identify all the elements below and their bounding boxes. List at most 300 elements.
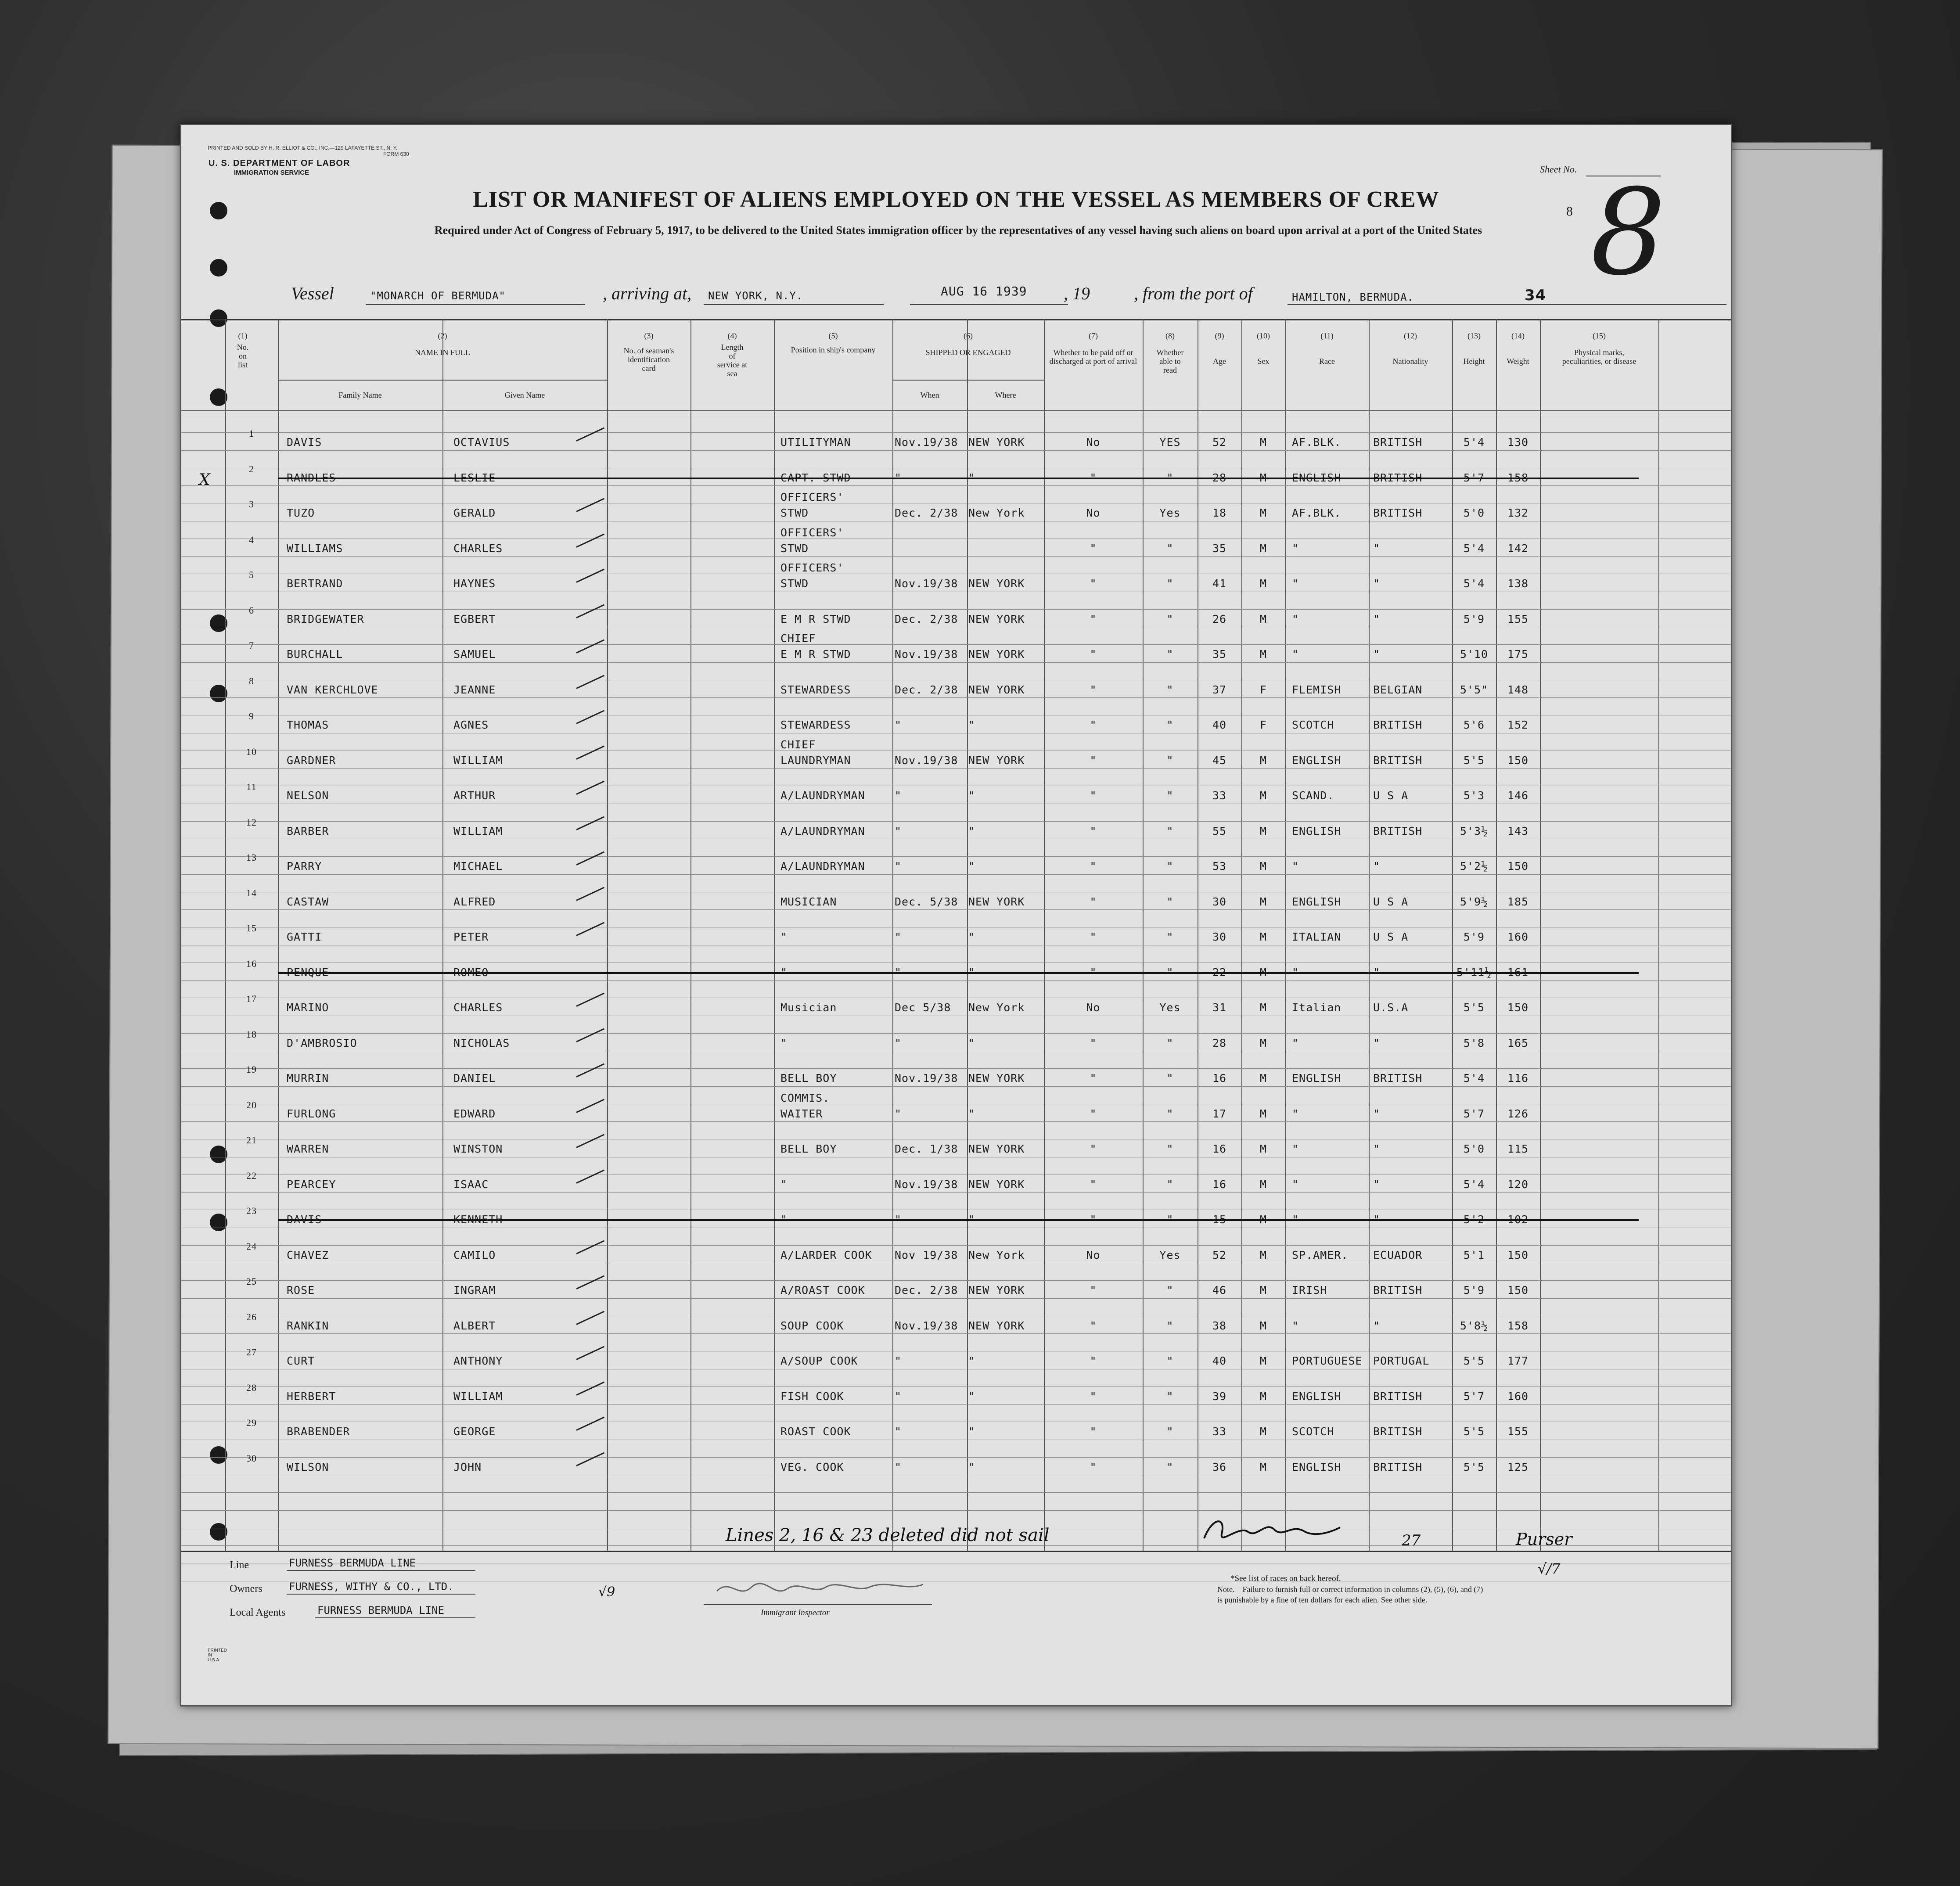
cell-age: 16 [1212, 1178, 1227, 1191]
cell-no: 18 [246, 1028, 257, 1040]
cell-ht: 5'8½ [1460, 1319, 1489, 1332]
cell-sex: M [1259, 1036, 1267, 1049]
cell-given: ROMEO [453, 966, 489, 979]
cell-nat: BRITISH [1373, 824, 1423, 837]
cell-where: New York [968, 1248, 1025, 1261]
cell-wt: 177 [1507, 1354, 1529, 1367]
col-number: (13) [1467, 331, 1481, 340]
cell-where: " [968, 824, 976, 837]
cell-read: " [1166, 1354, 1174, 1367]
cell-sex: M [1259, 1284, 1267, 1297]
ruled-line [181, 1457, 1731, 1458]
ruled-line [181, 1298, 1731, 1299]
cell-nat: BRITISH [1373, 507, 1423, 519]
cell-nat: " [1373, 966, 1381, 979]
cell-paid: " [1090, 789, 1097, 802]
col11-header [1285, 331, 1369, 366]
cell-pos2: STWD [780, 542, 809, 555]
cell-wt: 130 [1507, 436, 1529, 449]
fill-line [366, 304, 585, 305]
cell-when: " [895, 1036, 902, 1049]
cell-given: EDWARD [453, 1107, 496, 1120]
cell-read: " [1166, 824, 1174, 837]
cell-sex: M [1259, 1460, 1267, 1473]
cell-nat: " [1373, 542, 1381, 555]
cell-sex: F [1259, 683, 1267, 696]
page-subtitle: Required under Act of Congress of February 5, 1917, to be delivered to the United States immigration officer by the representatives of any vessel having such aliens on board upon arrival at a port of the United States [434, 224, 1482, 237]
cell-family: TUZO [287, 507, 315, 519]
from-port: HAMILTON, BERMUDA. [1292, 291, 1414, 303]
column-divider [442, 319, 443, 1552]
form-number: FORM 630 [383, 151, 409, 157]
strike-through-line [278, 1219, 1639, 1221]
printed-stamp: PRINTED IN U.S.A. [208, 1648, 227, 1663]
cell-ht: 5'2 [1463, 1213, 1485, 1226]
cell-no: 26 [246, 1311, 257, 1322]
cell-read: Yes [1159, 1001, 1181, 1014]
cell-race: " [1292, 1107, 1299, 1120]
cell-where: NEW YORK [968, 683, 1025, 696]
cell-wt: 158 [1507, 471, 1529, 484]
arriving-port: NEW YORK, N.Y. [708, 290, 803, 302]
cell-sex: M [1259, 612, 1267, 625]
cell-wt: 165 [1507, 1036, 1529, 1049]
cell-paid: " [1090, 577, 1097, 590]
cell-where: NEW YORK [968, 612, 1025, 625]
cell-age: 41 [1212, 577, 1227, 590]
cell-age: 37 [1212, 683, 1227, 696]
cell-read: " [1166, 542, 1174, 555]
cell-ht: 5'5 [1463, 1425, 1485, 1438]
cell-nat: " [1373, 612, 1381, 625]
cell-pos2: A/LAUNDRYMAN [780, 789, 865, 802]
cell-wt: 148 [1507, 683, 1529, 696]
col13-header [1452, 331, 1496, 366]
ruled-line [181, 485, 1731, 486]
cell-family: CASTAW [287, 895, 329, 908]
col-title: No. on list [237, 343, 249, 369]
cell-given: ALBERT [453, 1319, 496, 1332]
cell-no: 13 [246, 852, 257, 863]
cell-when: " [895, 1354, 902, 1367]
cell-when: Dec. 2/38 [895, 1284, 958, 1297]
cell-given: JOHN [453, 1460, 482, 1473]
cell-ht: 5'4 [1463, 577, 1485, 590]
cell-where: " [968, 1425, 976, 1438]
cell-paid: " [1090, 683, 1097, 696]
cell-read: " [1166, 471, 1174, 484]
cell-race: ENGLISH [1292, 1072, 1341, 1085]
cell-age: 36 [1212, 1460, 1227, 1473]
cell-race: " [1292, 577, 1299, 590]
cell-when: Nov.19/38 [895, 648, 958, 661]
cell-where: " [968, 1390, 976, 1403]
date-stamp: AUG 16 1939 [941, 284, 1027, 298]
cell-where: NEW YORK [968, 1142, 1025, 1155]
cell-wt: 102 [1507, 1213, 1529, 1226]
cell-wt: 155 [1507, 612, 1529, 625]
line-label: Line [230, 1559, 249, 1571]
printer-line: PRINTED AND SOLD BY H. R. ELLIOT & CO., INC.—129 LAFAYETTE ST., N. Y. [208, 145, 398, 151]
col-number: (14) [1511, 331, 1525, 340]
ruled-line [181, 1086, 1731, 1087]
ruled-line [181, 1245, 1731, 1246]
ruled-line [181, 856, 1731, 857]
cell-race: " [1292, 648, 1299, 661]
cell-pos2: A/LAUNDRYMAN [780, 860, 865, 873]
alien-count: 34 [1525, 287, 1546, 304]
header-divider [892, 380, 1044, 381]
margin-x-mark: X [199, 471, 210, 489]
cell-no: 12 [246, 816, 257, 828]
cell-where: " [968, 1460, 976, 1473]
cell-pos1: OFFICERS' [780, 491, 844, 503]
column-divider [1285, 319, 1286, 1552]
cell-age: 33 [1212, 789, 1227, 802]
cell-race: Italian [1292, 1001, 1341, 1014]
cell-pos2: E M R STWD [780, 612, 851, 625]
cell-when: " [895, 1425, 902, 1438]
cell-given: HAYNES [453, 577, 496, 590]
cell-sex: M [1259, 436, 1267, 449]
cell-family: WILSON [287, 1460, 329, 1473]
cell-sex: M [1259, 1248, 1267, 1261]
cell-race: SCAND. [1292, 789, 1334, 802]
cell-no: 3 [249, 499, 254, 510]
cell-family: FURLONG [287, 1107, 336, 1120]
col5-header [774, 331, 892, 354]
col7-header [1044, 331, 1143, 366]
cell-given: KENNETH [453, 1213, 503, 1226]
cell-age: 52 [1212, 436, 1227, 449]
fill-line [287, 1594, 475, 1595]
cell-paid: " [1090, 1460, 1097, 1473]
cell-when: Dec. 2/38 [895, 683, 958, 696]
column-divider [774, 319, 775, 1552]
cell-read: Yes [1159, 1248, 1181, 1261]
cell-read: " [1166, 1036, 1174, 1049]
cell-family: BURCHALL [287, 648, 343, 661]
cell-read: " [1166, 1213, 1174, 1226]
line-value: FURNESS BERMUDA LINE [289, 1557, 416, 1569]
cell-given: AGNES [453, 718, 489, 731]
cell-sex: M [1259, 1142, 1267, 1155]
cell-pos2: A/LARDER COOK [780, 1248, 872, 1261]
cell-age: 53 [1212, 860, 1227, 873]
cell-ht: 5'9½ [1460, 895, 1489, 908]
cell-when: Nov.19/38 [895, 436, 958, 449]
col2a-header: Family Name [338, 391, 382, 399]
cell-wt: 160 [1507, 930, 1529, 943]
binder-hole [210, 309, 227, 327]
ruled-line [181, 1033, 1731, 1034]
cell-given: MICHAEL [453, 860, 503, 873]
owners-value: FURNESS, WITHY & CO., LTD. [289, 1581, 454, 1593]
cell-pos2: A/SOUP COOK [780, 1354, 858, 1367]
cell-race: " [1292, 1178, 1299, 1191]
cell-nat: " [1373, 648, 1381, 661]
cell-given: WILLIAM [453, 754, 503, 767]
cell-paid: " [1090, 930, 1097, 943]
cell-family: GARDNER [287, 754, 336, 767]
ruled-line [181, 609, 1731, 610]
cell-race: AF.BLK. [1292, 436, 1341, 449]
cell-when: Nov.19/38 [895, 1072, 958, 1085]
cell-nat: BRITISH [1373, 1460, 1423, 1473]
cell-no: 4 [249, 534, 254, 545]
fill-line [315, 1617, 475, 1618]
cell-sex: M [1259, 542, 1267, 555]
sheet-no-label: Sheet No. [1540, 164, 1577, 175]
cell-given: INGRAM [453, 1284, 496, 1297]
cell-no: 1 [249, 428, 254, 439]
cell-pos2: BELL BOY [780, 1142, 837, 1155]
purser-signature [1200, 1508, 1345, 1552]
cell-pos2: LAUNDRYMAN [780, 754, 851, 767]
cell-where: " [968, 789, 976, 802]
vessel-name: "MONARCH OF BERMUDA" [370, 290, 506, 302]
cell-nat: " [1373, 1319, 1381, 1332]
cell-pos2: Musician [780, 1001, 837, 1014]
cell-family: WARREN [287, 1142, 329, 1155]
cell-paid: " [1090, 754, 1097, 767]
cell-ht: 5'5" [1460, 683, 1489, 696]
cell-wt: 150 [1507, 1248, 1529, 1261]
cell-age: 16 [1212, 1142, 1227, 1155]
cell-pos1: COMMIS. [780, 1091, 830, 1104]
cell-family: DAVIS [287, 436, 322, 449]
cell-where: New York [968, 507, 1025, 519]
cell-age: 30 [1212, 895, 1227, 908]
cell-sex: M [1259, 1390, 1267, 1403]
header-bottom-border [181, 410, 1731, 411]
fill-line [287, 1570, 475, 1571]
cell-ht: 5'7 [1463, 471, 1485, 484]
cell-nat: " [1373, 1178, 1381, 1191]
ruled-line [181, 821, 1731, 822]
cell-family: PENQUE [287, 966, 329, 979]
cell-family: DAVIS [287, 1213, 322, 1226]
col-title: SHIPPED OR ENGAGED [925, 348, 1011, 357]
col-title: Length of service at sea [717, 343, 748, 378]
col6a-header: When [920, 391, 939, 399]
cell-sex: M [1259, 1178, 1267, 1191]
vessel-label: Vessel [291, 284, 334, 303]
cell-ht: 5'2½ [1460, 860, 1489, 873]
cell-nat: U S A [1373, 789, 1409, 802]
cell-pos2: STWD [780, 507, 809, 519]
cell-given: WILLIAM [453, 1390, 503, 1403]
cell-pos2: A/LAUNDRYMAN [780, 824, 865, 837]
cell-wt: 150 [1507, 1001, 1529, 1014]
cell-nat: " [1373, 1107, 1381, 1120]
cell-family: BRABENDER [287, 1425, 350, 1438]
cell-family: BARBER [287, 824, 329, 837]
cell-nat: ECUADOR [1373, 1248, 1423, 1261]
cell-no: 5 [249, 569, 254, 580]
ruled-line [181, 432, 1731, 433]
cell-where: " [968, 471, 976, 484]
cell-pos2: VEG. COOK [780, 1460, 844, 1473]
cell-paid: " [1090, 1319, 1097, 1332]
cell-pos1: OFFICERS' [780, 526, 844, 539]
cell-ht: 5'5 [1463, 754, 1485, 767]
cell-ht: 5'6 [1463, 718, 1485, 731]
cell-age: 38 [1212, 1319, 1227, 1332]
col-number: (5) [828, 331, 838, 340]
binder-hole [210, 388, 227, 406]
agents-label: Local Agents [230, 1607, 286, 1618]
cell-paid: " [1090, 648, 1097, 661]
cell-family: CURT [287, 1354, 315, 1367]
manifest-page [180, 124, 1732, 1706]
cell-age: 17 [1212, 1107, 1227, 1120]
cell-where: NEW YORK [968, 1284, 1025, 1297]
cell-pos2: STEWARDESS [780, 718, 851, 731]
cell-given: ARTHUR [453, 789, 496, 802]
cell-nat: BRITISH [1373, 471, 1423, 484]
col-number: (10) [1257, 331, 1270, 340]
cell-given: EGBERT [453, 612, 496, 625]
cell-race: " [1292, 966, 1299, 979]
cell-no: 20 [246, 1099, 257, 1110]
cell-where: " [968, 718, 976, 731]
cell-when: " [895, 1460, 902, 1473]
cell-no: 17 [246, 993, 257, 1004]
cell-paid: No [1086, 507, 1100, 519]
cell-wt: 126 [1507, 1107, 1529, 1120]
cell-read: " [1166, 1072, 1174, 1085]
fill-line [704, 1604, 932, 1605]
cell-where: " [968, 860, 976, 873]
cell-when: Dec. 5/38 [895, 895, 958, 908]
cell-race: AF.BLK. [1292, 507, 1341, 519]
cell-pos2: STEWARDESS [780, 683, 851, 696]
cell-when: " [895, 1107, 902, 1120]
cell-where: NEW YORK [968, 1178, 1025, 1191]
cell-wt: 115 [1507, 1142, 1529, 1155]
cell-sex: M [1259, 789, 1267, 802]
col6b-header: Where [995, 391, 1016, 399]
cell-paid: " [1090, 824, 1097, 837]
cell-nat: U.S.A [1373, 1001, 1409, 1014]
cell-no: 23 [246, 1205, 257, 1216]
ruled-line [181, 874, 1731, 875]
cell-given: CAMILO [453, 1248, 496, 1261]
ruled-line [181, 1404, 1731, 1405]
ruled-line [181, 1545, 1731, 1546]
cell-read: " [1166, 1460, 1174, 1473]
cell-given: CHARLES [453, 1001, 503, 1014]
ruled-line [181, 1121, 1731, 1122]
cell-nat: " [1373, 860, 1381, 873]
cell-pos1: OFFICERS' [780, 561, 844, 574]
sheet-no-handwritten: 8 [1590, 163, 1666, 302]
cell-read: " [1166, 895, 1174, 908]
cell-ht: 5'3½ [1460, 824, 1489, 837]
cell-nat: " [1373, 577, 1381, 590]
ruled-line [181, 909, 1731, 910]
cell-where: NEW YORK [968, 436, 1025, 449]
cell-ht: 5'1 [1463, 1248, 1485, 1261]
cell-nat: " [1373, 1213, 1381, 1226]
binder-hole [210, 1446, 227, 1464]
cell-paid: " [1090, 1354, 1097, 1367]
table-top-border [181, 319, 1731, 320]
cell-given: NICHOLAS [453, 1036, 510, 1049]
cell-paid: " [1090, 1178, 1097, 1191]
col4-header [690, 331, 774, 378]
cell-pos2: " [780, 1213, 788, 1226]
cell-pos2: SOUP COOK [780, 1319, 844, 1332]
cell-when: Nov.19/38 [895, 1178, 958, 1191]
cell-nat: BELGIAN [1373, 683, 1423, 696]
cell-age: 55 [1212, 824, 1227, 837]
owners-label: Owners [230, 1583, 263, 1595]
cell-pos2: " [780, 1036, 788, 1049]
cell-when: Dec. 2/38 [895, 612, 958, 625]
cell-wt: 125 [1507, 1460, 1529, 1473]
cell-no: 30 [246, 1452, 257, 1464]
cell-pos2: MUSICIAN [780, 895, 837, 908]
cell-race: FLEMISH [1292, 683, 1341, 696]
col-number: (12) [1404, 331, 1417, 340]
binder-hole [210, 259, 227, 277]
col3-header [607, 331, 690, 373]
cell-wt: 158 [1507, 1319, 1529, 1332]
cell-race: " [1292, 542, 1299, 555]
cell-wt: 150 [1507, 754, 1529, 767]
cell-given: ALFRED [453, 895, 496, 908]
cell-where: " [968, 1354, 976, 1367]
sheet-no-small: 8 [1566, 204, 1573, 219]
cell-paid: " [1090, 1390, 1097, 1403]
cell-read: " [1166, 789, 1174, 802]
cell-wt: 143 [1507, 824, 1529, 837]
cell-nat: BRITISH [1373, 1390, 1423, 1403]
col2b-header: Given Name [504, 391, 545, 399]
ruled-line [181, 1068, 1731, 1069]
col12-header [1369, 331, 1452, 366]
cell-when: Dec. 2/38 [895, 507, 958, 519]
cell-read: " [1166, 1178, 1174, 1191]
cell-read: YES [1159, 436, 1181, 449]
cell-race: " [1292, 860, 1299, 873]
cell-wt: 142 [1507, 542, 1529, 555]
ruled-line [181, 644, 1731, 645]
cell-ht: 5'4 [1463, 542, 1485, 555]
cell-paid: No [1086, 436, 1100, 449]
cell-sex: M [1259, 824, 1267, 837]
cell-read: " [1166, 860, 1174, 873]
cell-race: IRISH [1292, 1284, 1327, 1297]
cell-pos2: WAITER [780, 1107, 823, 1120]
cell-paid: " [1090, 1425, 1097, 1438]
col-title: Height [1463, 357, 1485, 366]
cell-race: ENGLISH [1292, 824, 1341, 837]
ruled-line [181, 768, 1731, 769]
cell-wt: 150 [1507, 860, 1529, 873]
ruled-line [181, 1492, 1731, 1493]
cell-ht: 5'3 [1463, 789, 1485, 802]
cell-paid: " [1090, 718, 1097, 731]
cell-pos2: CAPT. STWD [780, 471, 851, 484]
cell-ht: 5'9 [1463, 1284, 1485, 1297]
col-number: (4) [727, 331, 737, 340]
cell-age: 28 [1212, 471, 1227, 484]
cell-read: " [1166, 612, 1174, 625]
cell-nat: BRITISH [1373, 754, 1423, 767]
